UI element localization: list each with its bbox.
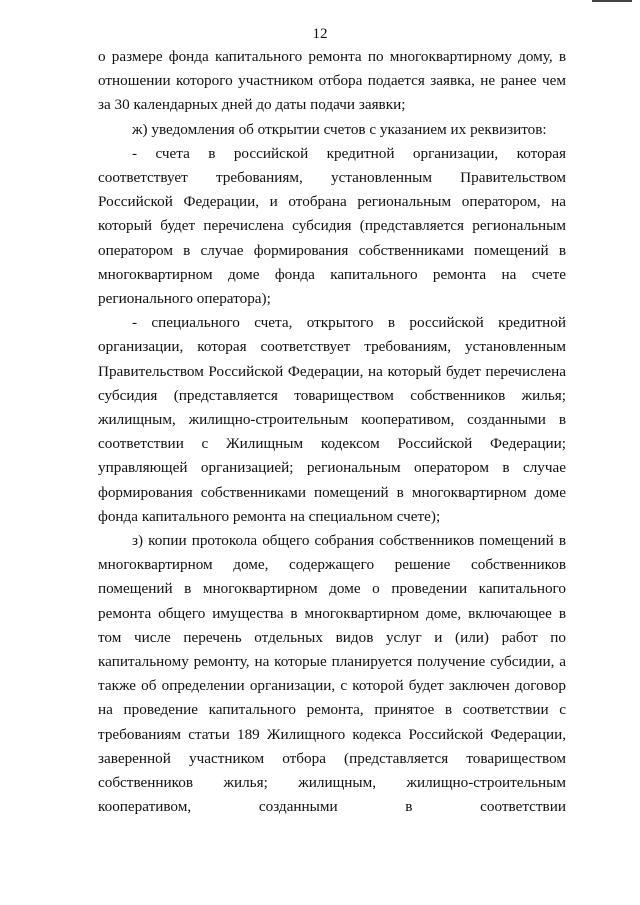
paragraph-item-z-protocol: з) копии протокола общего собрания собственников помещений в многоквартирном доме, содержащего решение собственников помещений в многоквартирном доме о проведении капитального ремонта общего имущества в многоквартирном доме, включающее в том числе перечень отдельных видов услуг и (или) работ по капитальному ремонту, на которые планируется получение субсидии, а также об определении организации, с которой будет заключен договор на проведение капитального ремонта, принятое в соответствии с требованиям статьи 189 Жилищного кодекса Российской Федерации, заверенной участником отбора (представляется товариществом собственников жилья; жилищным, жилищно-строительным кооперативом, созданными в соответствии bbox=[98, 532, 566, 816]
paragraph-regional-operator-account: - счета в российской кредитной организации, которая соответствует требованиям, установленным Правительством Российской Федерации, и отобрана региональным оператором, на который будет перечислена субсидия (представляется региональным оператором в случае формирования собственниками помещений в многоквартирном доме фонда капитального ремонта на счете регионального оператора); bbox=[98, 144, 566, 308]
paragraph-item-zh: ж) уведомления об открытии счетов с указанием их реквизитов: bbox=[132, 120, 547, 138]
document-body bbox=[98, 45, 566, 820]
scan-corner-mark bbox=[592, 0, 632, 6]
page-number: 12 bbox=[312, 26, 328, 42]
paragraph-fund-size: о размере фонда капитального ремонта по многоквартирному дому, в отношении которого участником отбора подается заявка, не ранее чем за 30 календарных дней до даты подачи заявки; bbox=[98, 48, 566, 114]
paragraph-special-account: - специального счета, открытого в российской кредитной организации, которая соответствует требованиям, установленным Правительством Российской Федерации, на который будет перечислена субсидия (представляется товариществом собственников жилья; жилищным, жилищно-строительным кооперативом, созданными в соответствии с Жилищным кодексом Российской Федерации; управляющей организацией; региональным оператором в случае формирования собственниками помещений в многоквартирном доме фонда капитального ремонта на специальном счете); bbox=[98, 314, 566, 525]
